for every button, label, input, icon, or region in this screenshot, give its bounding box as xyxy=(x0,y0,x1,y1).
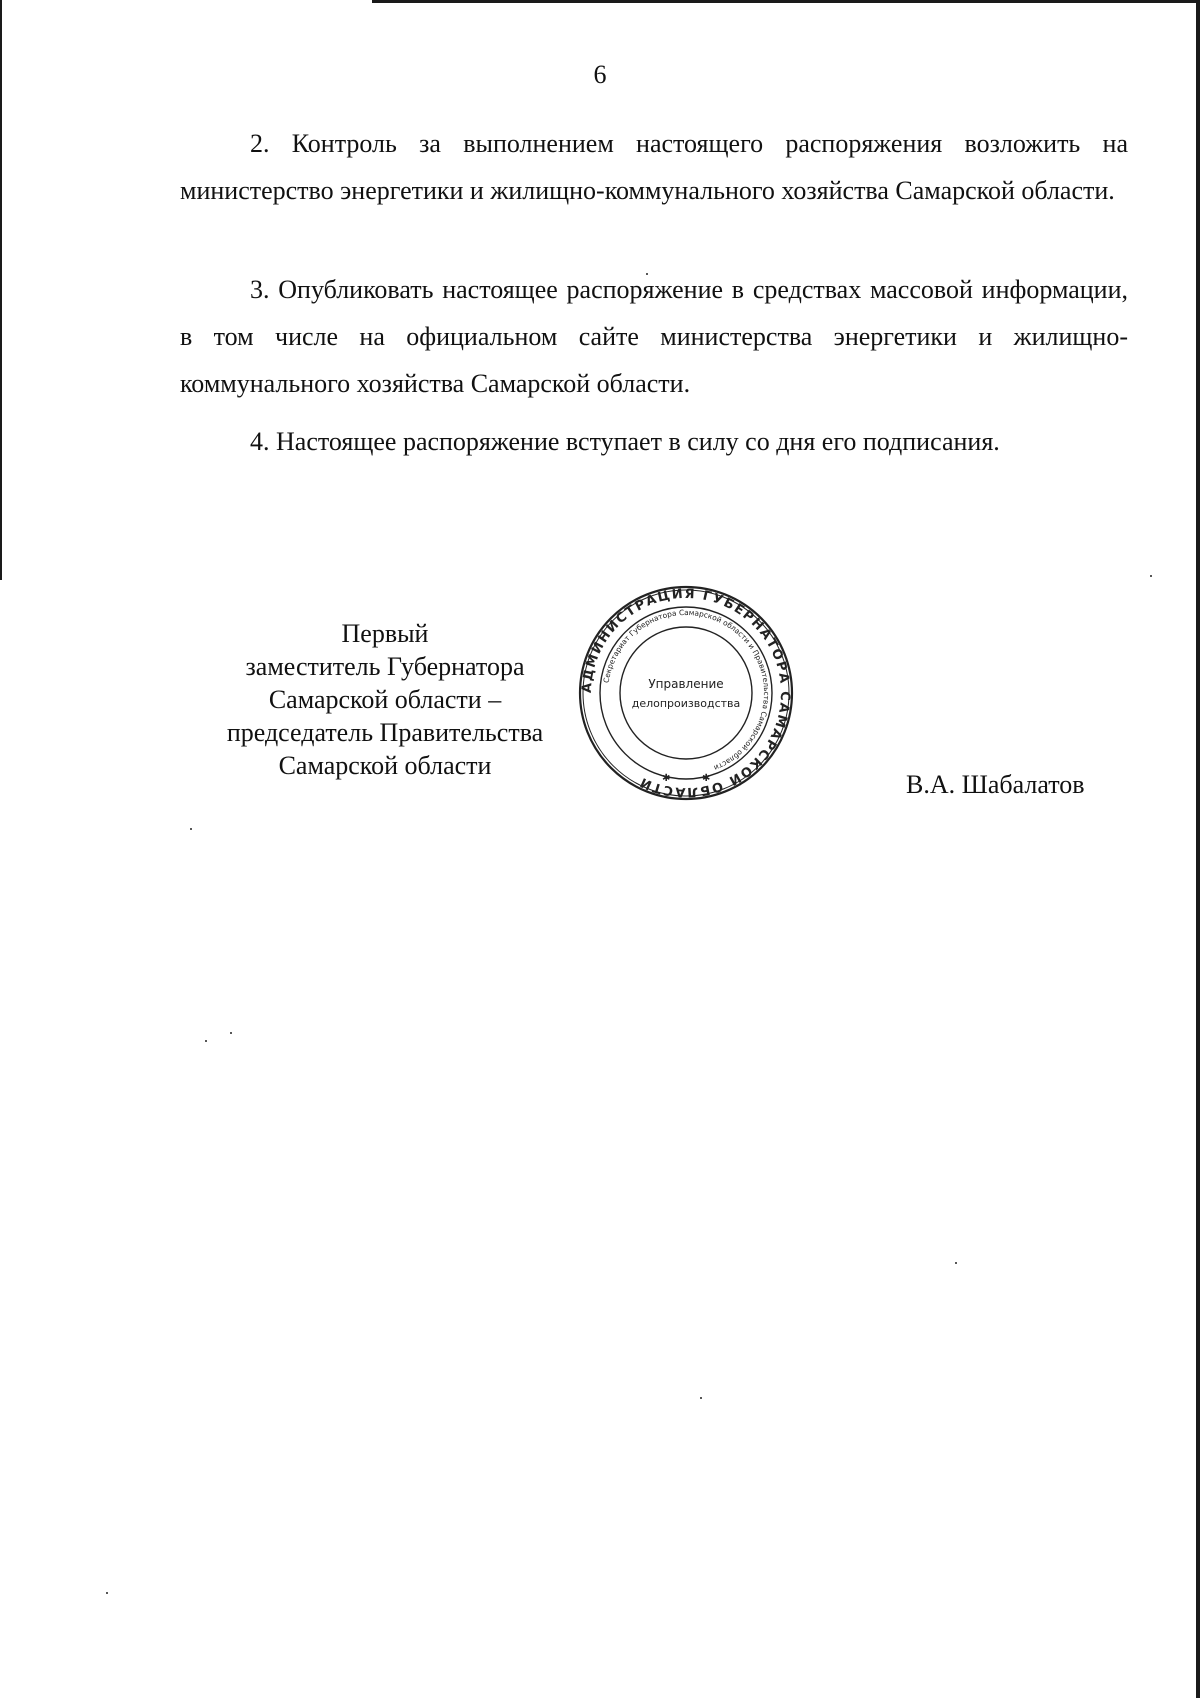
seal-outer-text-path: АДМИНИСТРАЦИЯ ГУБЕРНАТОРА САМАРСКОЙ ОБЛАСТИ xyxy=(579,586,793,800)
scan-speck xyxy=(700,1397,702,1399)
signer-line-4: председатель Правительства xyxy=(226,718,544,747)
scan-speck xyxy=(230,1032,232,1034)
paragraph-2-text: 2. Контроль за выполнением настоящего распоряжения возложить на министерство энергетики и жилищно-коммунального хозяйства Самарской области. xyxy=(180,129,1128,205)
paragraph-4 xyxy=(180,418,1128,465)
signer-line-1: Первый xyxy=(341,619,429,648)
official-seal xyxy=(576,583,796,803)
paragraph-3 xyxy=(180,266,1128,407)
signer-title xyxy=(200,617,570,782)
scan-speck xyxy=(1150,575,1152,577)
scan-speck xyxy=(205,1040,207,1042)
seal-star-icon: ✱ xyxy=(662,773,671,784)
paragraph-4-text: 4. Настоящее распоряжение вступает в силу со дня его подписания. xyxy=(250,427,1000,456)
page-number: 6 xyxy=(593,60,607,89)
scan-speck xyxy=(190,828,192,830)
signer-line-5: Самарской области xyxy=(278,751,492,780)
seal-middle-ring xyxy=(600,607,772,779)
seal-inner-text-path: Секретариат Губернатора Самарской области и Правительства Самарской области xyxy=(601,607,772,773)
seal-center-line-1: Управление xyxy=(648,677,724,691)
signer-line-3: Самарской области – xyxy=(268,685,502,714)
signer-line-2: заместитель Губернатора xyxy=(245,652,525,681)
seal-center-line-2: делопроизводства xyxy=(631,697,741,710)
scan-speck xyxy=(106,1592,108,1594)
scan-edge-right xyxy=(1196,0,1200,1698)
seal-inner-ring xyxy=(620,627,752,759)
scan-edge-top xyxy=(372,0,1200,3)
scan-speck xyxy=(646,273,648,275)
paragraph-3-text: 3. Опубликовать настоящее распоряжение в средствах массовой информации, в том числе на официальном сайте министерства энергетики и жилищно-коммунального хозяйства Самарской области. xyxy=(180,275,1128,398)
scan-speck xyxy=(955,1262,957,1264)
paragraph-2 xyxy=(180,120,1128,214)
seal-star-icon: ✱ xyxy=(702,773,711,784)
signatory-name: В.А. Шабалатов xyxy=(906,770,1085,799)
